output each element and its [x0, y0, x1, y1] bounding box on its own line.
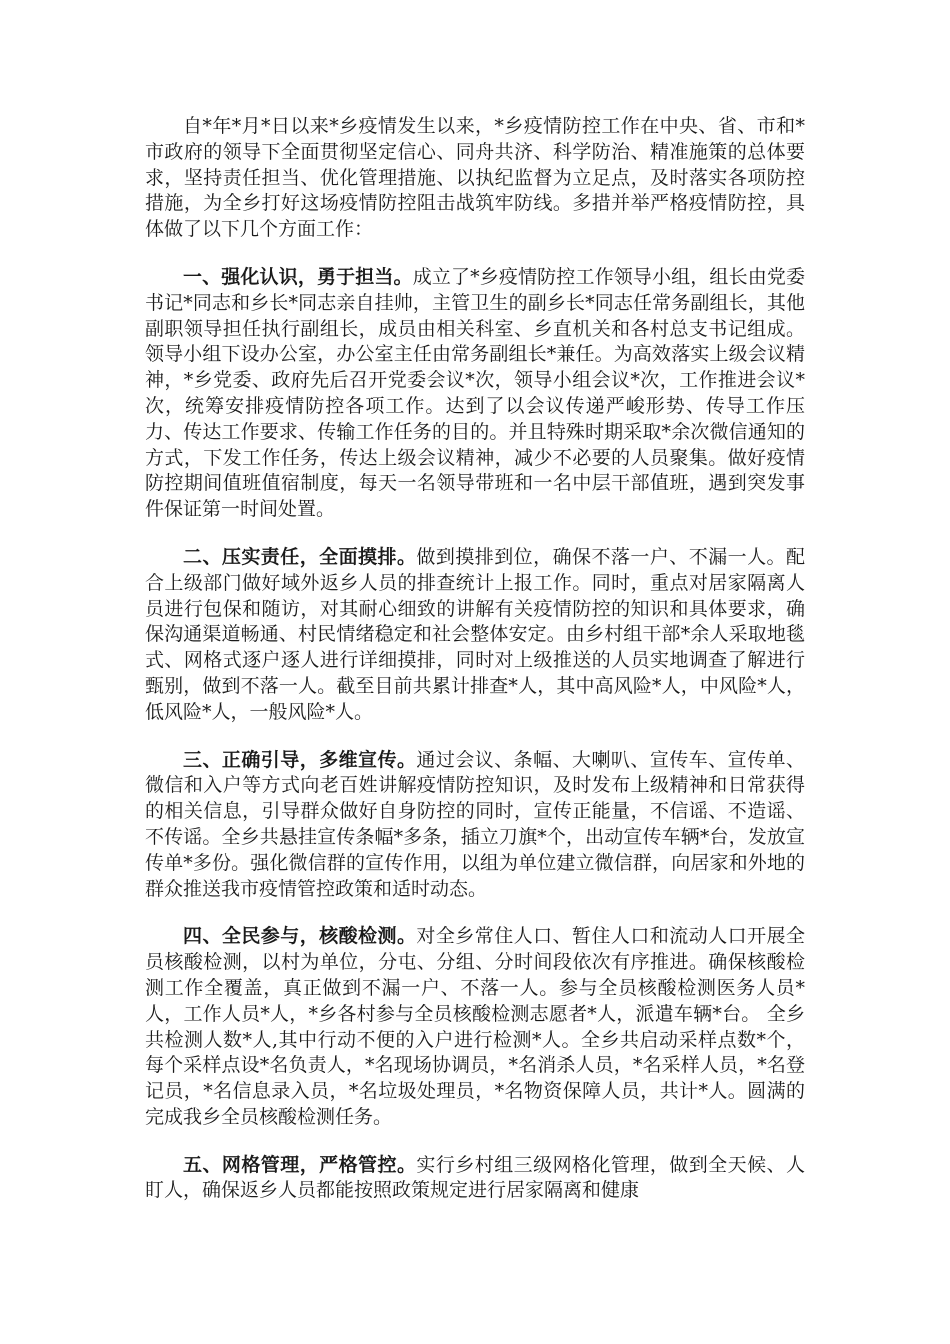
section-2-heading: 二、压实责任，全面摸排。: [183, 545, 417, 568]
paragraph-section-4: [145, 924, 805, 1130]
section-1-body: 成立了*乡疫情防控工作领导小组，组长由党委书记*同志和乡长*同志亲自挂帅，主管卫生的副乡长*同志任常务副组长，其他副职领导担任执行副组长，成员由相关科室、乡直机关和各村总支书记组成。领导小组下设办公室，办公室主任由常务副组长*兼任。为高效落实上级会议精神，*乡党委、政府先后召开党委会议*次，领导小组会议*次，工作推进会议*次，统筹安排疫情防控各项工作。达到了以会议传递严峻形势、传导工作压力、传达工作要求、传输工作任务的目的。并且特殊时期采取*余次微信通知的方式，下发工作任务，传达上级会议精神，减少不必要的人员聚集。做好疫情防控期间值班值宿制度，每天一名领导带班和一名中层干部值班，遇到突发事件保证第一时间处置。: [145, 265, 805, 521]
paragraph-section-3: [145, 748, 805, 903]
paragraph-intro-body: 自*年*月*日以来*乡疫情发生以来，*乡疫情防控工作在中央、省、市和*市政府的领导下全面贯彻坚定信心、同舟共济、科学防治、精准施策的总体要求，坚持责任担当、优化管理措施、以执纪监督为立足点，及时落实各项防控措施，为全乡打好这场疫情防控阻击战筑牢防线。多措并举严格疫情防控，具体做了以下几个方面工作：: [145, 115, 805, 241]
document-page: [145, 114, 805, 1226]
section-3-body: 通过会议、条幅、大喇叭、宣传车、宣传单、微信和入户等方式向老百姓讲解疫情防控知识，及时发布上级精神和日常获得的相关信息，引导群众做好自身防控的同时，宣传正能量，不信谣、不造谣、不传谣。全乡共悬挂宣传条幅*多条，插立刀旗*个，出动宣传车辆*台，发放宣传单*多份。强化微信群的宣传作用，以组为单位建立微信群，向居家和外地的群众推送我市疫情管控政策和适时动态。: [145, 748, 805, 900]
section-5-body: 实行乡村组三级网格化管理，做到全天候、人盯人，确保返乡人员都能按照政策规定进行居家隔离和健康: [145, 1153, 805, 1202]
paragraph-section-1: [145, 265, 805, 523]
section-1-heading: 一、强化认识，勇于担当。: [183, 265, 413, 288]
paragraph-section-2: [145, 545, 805, 726]
section-3-heading: 三、正确引导，多维宣传。: [183, 748, 417, 771]
section-4-body: 对全乡常住人口、暂住人口和流动人口开展全员核酸检测，以村为单位，分屯、分组、分时间段依次有序推进。确保核酸检测工作全覆盖，真正做到不漏一户、不落一人。参与全员核酸检测医务人员*人，工作人员*人，*乡各村参与全员核酸检测志愿者*人，派遣车辆*台。 全乡共检测人数*人,其中行动不便的入户进行检测*人。全乡共启动采样点数*个，每个采样点设*名负责人，*名现场协调员，*名消杀人员，*名采样人员，*名登记员，*名信息录入员，*名垃圾处理员，*名物资保障人员，共计*人。圆满的完成我乡全员核酸检测任务。: [145, 925, 805, 1128]
section-2-body: 做到摸排到位，确保不落一户、不漏一人。配合上级部门做好域外返乡人员的排查统计上报工作。同时，重点对居家隔离人员进行包保和随访，对其耐心细致的讲解有关疫情防控的知识和具体要求，确保沟通渠道畅通、村民情绪稳定和社会整体安定。由乡村组干部*余人采取地毯式、网格式逐户逐人进行详细摸排，同时对上级推送的人员实地调查了解进行甄别，做到不落一人。截至目前共累计排查*人，其中高风险*人，中风险*人，低风险*人，一般风险*人。: [145, 545, 805, 723]
section-5-heading: 五、网格管理，严格管控。: [183, 1153, 417, 1176]
section-4-heading: 四、全民参与，核酸检测。: [183, 925, 417, 948]
paragraph-section-5: [145, 1153, 805, 1205]
paragraph-intro: [145, 114, 805, 243]
